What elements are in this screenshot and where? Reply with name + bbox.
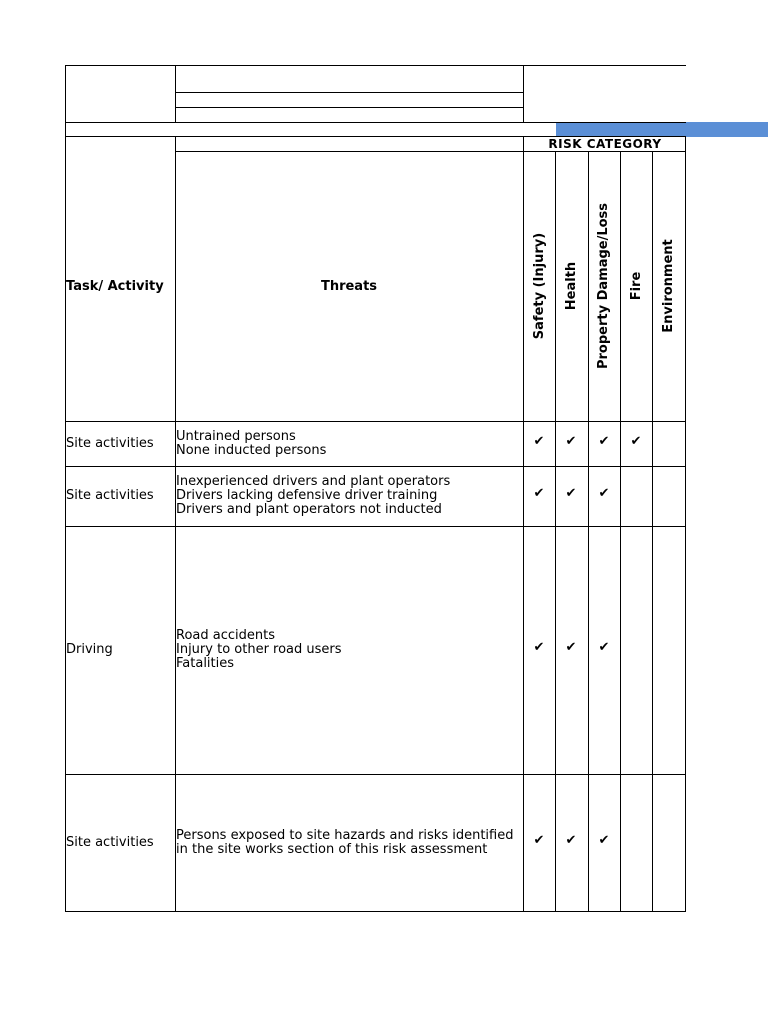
grid-line: [685, 136, 686, 912]
grid-line: [175, 107, 524, 108]
check-mark-safety: ✔: [533, 486, 545, 501]
threats-header: [175, 151, 523, 421]
task-activity-text: Site activities: [66, 488, 154, 503]
check-mark-safety: ✔: [533, 832, 545, 848]
threats-cell: [175, 466, 524, 526]
grid-line: [65, 911, 686, 912]
threats-cell: [175, 421, 524, 466]
check-mark-property-damage: ✔: [598, 640, 610, 655]
grid-line: [652, 151, 653, 912]
threats-header-label: Threats: [320, 278, 378, 294]
header-accent-bar: [556, 122, 768, 137]
check-mark-health: ✔: [565, 640, 577, 655]
grid-line: [555, 151, 556, 912]
check-mark-health: ✔: [565, 433, 577, 449]
threat-line: None inducted persons: [176, 442, 327, 458]
grid-line: [620, 151, 621, 912]
threat-line: Drivers and plant operators not inducted: [176, 502, 442, 517]
grid-line: [175, 65, 176, 123]
task-activity-cell: [65, 526, 176, 774]
check-mark-property-damage: ✔: [598, 832, 610, 848]
task-activity-header: [65, 151, 175, 421]
check-mark-property-damage: ✔: [598, 486, 610, 501]
check-mark-property-damage: ✔: [598, 433, 610, 449]
category-header-health: Health: [564, 261, 579, 311]
threat-line: Road accidents: [176, 628, 275, 643]
check-mark-health: ✔: [565, 486, 577, 501]
category-header-fire: Fire: [629, 271, 644, 301]
check-mark-safety: ✔: [533, 640, 545, 655]
task-activity-header-label: Task/ Activity: [66, 278, 164, 294]
category-header-safety: Safety (Injury): [532, 232, 547, 340]
threats-cell: [175, 774, 524, 911]
threat-line: Untrained persons: [176, 428, 296, 444]
category-header-property-damage: Property Damage/Loss: [596, 202, 611, 370]
threats-cell: [175, 526, 524, 774]
check-mark-safety: ✔: [533, 433, 545, 449]
threat-line: Persons exposed to site hazards and risks identified: [176, 827, 514, 843]
threat-line: in the site works section of this risk assessment: [176, 841, 488, 857]
risk-category-header: RISK CATEGORY: [548, 137, 662, 151]
threat-line: Injury to other road users: [176, 642, 342, 657]
grid-line: [588, 151, 589, 912]
task-activity-text: Driving: [66, 642, 113, 657]
grid-line: [65, 122, 686, 123]
task-activity-cell: [65, 421, 176, 466]
task-activity-text: Site activities: [66, 435, 154, 451]
task-activity-text: Site activities: [66, 834, 154, 850]
check-mark-fire: ✔: [630, 433, 642, 449]
task-activity-cell: [65, 774, 176, 911]
grid-line: [523, 65, 524, 123]
grid-line: [65, 65, 686, 66]
threat-line: Fatalities: [176, 656, 235, 671]
threat-line: Drivers lacking defensive driver training: [176, 488, 438, 503]
threat-line: Inexperienced drivers and plant operators: [176, 474, 451, 489]
check-mark-health: ✔: [565, 832, 577, 848]
category-header-environment: Environment: [661, 239, 676, 333]
grid-line: [175, 92, 524, 93]
task-activity-cell: [65, 466, 176, 526]
